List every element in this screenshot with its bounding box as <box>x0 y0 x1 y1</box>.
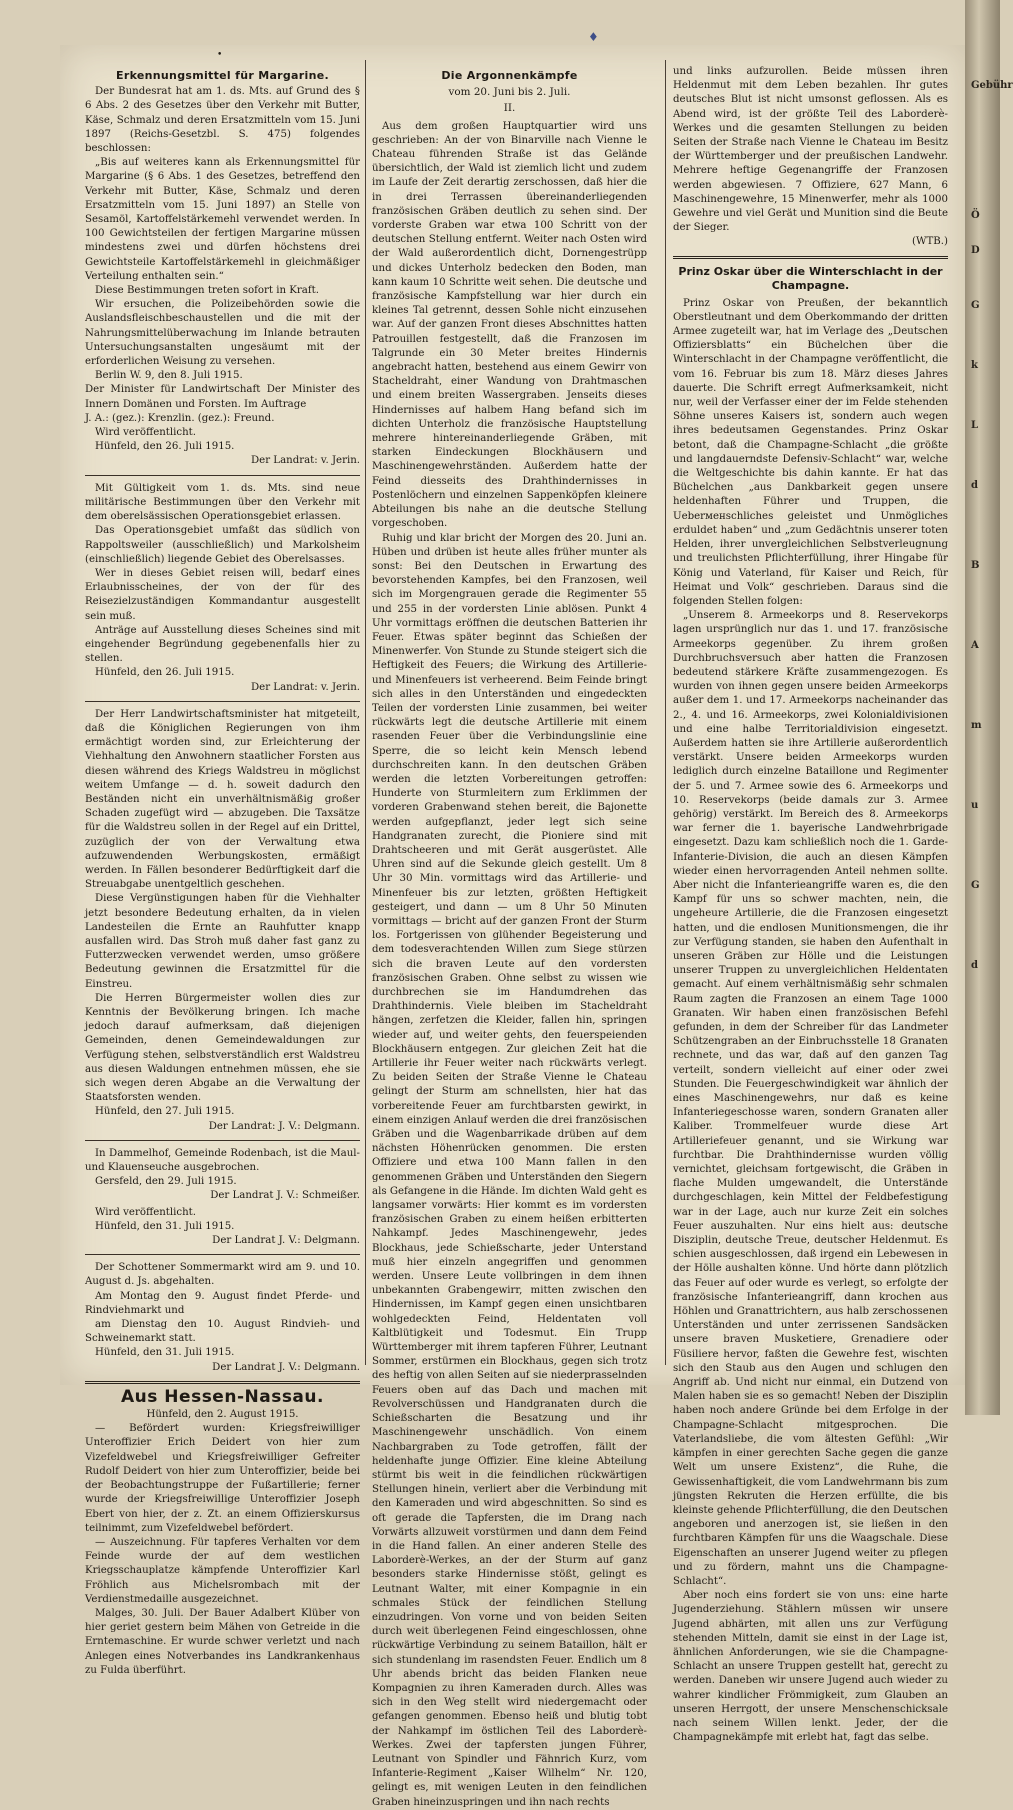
dateline: Hünfeld, den 31. Juli 1915. <box>95 1220 235 1232</box>
edge-text: k <box>971 360 978 371</box>
article-part: II. <box>503 102 516 115</box>
edge-text: u <box>971 800 979 811</box>
paragraph: Der Herr Landwirtschaftsminister hat mitgeteilt, daß die Königlichen Regierungen von ihm ermächtigt worden sind, zur Erleichterung der Viehhaltung den Anwohnern staatlicher Forsten aus diesen während des Kriegs Waldstreu in möglichst weitem Umfange — d. h. soweit dadurch den Beständen nicht ein unverhältnismäßig großer Schaden zugefügt wird — abzugeben. Die Taxsätze für die Waldstreu sollen in der Regel auf ein Drittel, zuzüglich der von der Verwaltung etwa aufzuwendenden Werbungskosten, ermäßigt werden. In Fällen besonderer Bedürftigkeit darf die Streuabgabe unentgeltlich geschehen. <box>85 708 360 891</box>
article-title: Die Argonnenkämpfe <box>441 69 578 82</box>
paragraph: In Dammelhof, Gemeinde Rodenbach, ist die Maul- und Klauenseuche ausgebrochen. <box>85 1147 360 1174</box>
paragraph: Am Montag den 9. August findet Pferde- und Rindviehmarkt und <box>85 1290 360 1316</box>
dateline: Hünfeld, den 26. Juli 1915. <box>95 667 235 679</box>
paragraph: Aber noch eins fordert sie von uns: eine harte Jugenderziehung. Stählern müssen wir unsere Jugend abhärten, mit allen uns zur Verfügung stehenden Mitteln, damit sie einst in der Lage ist, ähnlichen Anforderungen, wie sie die Champagne-Schlacht an unsere Truppen gestellt hat, gerecht zu werden. Daneben wir unsere Jugend auch wieder zu wahrer kindlicher Frömmigkeit, zum Glauben an unseren Herrgott, der unsere Menschenschicksale nach seinem Willen lenkt. Jeder, der die Champagnekämpfe mit erlebt hat, fagt das selbe. <box>673 1590 948 1744</box>
double-divider <box>673 256 948 259</box>
column-2 <box>372 65 647 1808</box>
next-page-edge <box>965 0 1013 1415</box>
signature: Der Landrat J. V.: Delgmann. <box>212 1361 360 1373</box>
paragraph: Anträge auf Ausstellung dieses Scheines sind mit eingehender Begründung gegebenenfalls hier zu stellen. <box>85 624 360 665</box>
divider <box>85 1140 360 1141</box>
paragraph: Aus dem großen Hauptquartier wird uns geschrieben: An der von Binarville nach Vienne le Chateau führenden Straße ist das Gelände übersichtlich, der Wald ist ziemlich licht und zudem im Laufe der Zeit derartig zerschossen, daß hier die in drei Terrassen übereinanderliegenden französischen Gräben deutlich zu sehen sind. Der vorderste Graben war etwa 100 Schritt von der deutschen Stellung entfernt. Weiter nach Osten wird der Wald außerordentlich dicht, Dornengestrüpp und dickes Unterholz bedecken den Boden, man kann kaum 10 Schritte weit sehen. Die deutsche und französische Kampfstellung war hier durch ein kleines Tal getrennt, dessen Sohle nicht einzusehen war. Auf der ganzen Front dieses Abschnittes hatten Patrouillen festgestellt, daß die Franzosen im Talgrunde ein 30 Meter breites Hindernis angebracht hatten, bestehend aus einem Gewirr von Stacheldraht, einer Wandung von Drahtmaschen und einem breiten Wassergraben. Jenseits dieses Hindernisses auf halbem Hang befand sich im dichten Unterholz die französische Hauptstellung mehrere hintereinanderliegende Gräben, mit starken Eindeckungen Blockhäusern und Maschinengewehrständen. Außerdem hatte der Feind diesseits des Drahthindernisses in Postenlöchern und einzelnen Sappenköpfen kleinere Abteilungen bis nahe an die deutsche Stellung vorgeschoben. <box>372 120 647 530</box>
paragraph: Wir ersuchen, die Polizeibehörden sowie die Auslandsfleischbeschaustellen und die mit der Nahrungsmittelüberwachung im Inlande betrauten Untersuchungsanstalten ungesäumt mit der erforderlichen Weisung zu versehen. <box>85 299 360 368</box>
edge-text: G <box>971 880 980 891</box>
edge-text: G <box>971 300 980 311</box>
paragraph: „Unserem 8. Armeekorps und 8. Reservekorps lagen ursprünglich nur das 1. und 17. französische Armeekorps gegenüber. Zu ihrem großen Durchbruchsversuch aber hatten die Franzosen bedeutend stärkere Kräfte zusammengezogen. Es wurden von ihnen gegen unsere beiden Armeekorps außer dem 1. und 17. Armeekorps nacheinander das 2., 4. und 16. Armeekorps, zwei Kolonialdivisionen und eine halbe Territorialdivision eingesetzt. Außerdem hatten sie ihre Artillerie außerordentlich verstärkt. Unsere beiden Armeekorps wurden lediglich durch einzelne Bataillone und Regimenter der 5. und 7. Armee sowie des 6. Armeekorps und 10. Reservekorps (beide damals zur 3. Armee gehörig) verstärkt. Im Bereich des 8. Armeekorps war ferner die 1. bayerische Landwehrbrigade eingesetzt. Dazu kam schließlich noch die 1. Garde-Infanterie-Division, die auch an diesen Kämpfen wieder einen hervorragenden Anteil nehmen sollte. Aber nicht die Infanterieangriffe waren es, die den Kampf für uns so schwer machten, nein, die ungeheure Artillerie, die die Franzosen eingesetzt hatten, und die endlosen Munitionsmengen, die ihr zur Verfügung standen, sie haben den Aufenthalt in unseren Gräben zur Hölle und die Leistungen unserer Truppen zu unvergleichlichen Heldentaten gemacht. Auf einem verhältnismäßig sehr schmalen Raum zagten die Franzosen an einem Tage 1000 Granaten. Wir haben einen französischen Befehl gefunden, in dem der Schreiber für das Landmeter Schützengraben an der Einbruchsstelle 18 Granaten rechnete, und das war, daß auf den ganzen Tag verteilt, sondern vielleicht auf einer oder zwei Stunden. Die Feuergeschwindigkeit war ähnlich der eines Maschinengewehrs, nur daß es keine Infanteriegeschosse waren, sondern Granaten aller Kaliber. Trommelfeuer wurde diese Art Artilleriefeuer genannt, und sie Wirkung war furchtbar. Die Drahthindernisse wurden völlig vernichtet, gleichsam fortgewischt, die Gräben in flache Mulden umgewandelt, die Unterstände durchgeschlagen, kein Mittel der Feldbefestigung war in der Lage, auch nur kurze Zeit ein solches Feuer auszuhalten. Nur eins hielt aus: deutsche Disziplin, deutsche Treue, deutscher Heldenmut. Es schien ausgeschlossen, daß irgend ein Lebewesen in der Hölle aushalten könne. Und hörte dann plötzlich das Feuer auf oder wurde es verlegt, so erfolgte der französische Infanterieangriff, dann krochen aus Höhlen und Granattrichtern, aus halb zerschossenen Unterständen und unter zerrissenen Sandsäcken unsere braven Musketiere, Grenadiere oder Füsiliere hervor, faßten die Gewehre fest, wischten sich den Staub aus den Augen und schlugen den Angriff ab. Und nicht nur einmal, ein Dutzend von Malen haben sie es so gemacht! Neben der Disziplin haben noch andere Gründe bei dem Erfolge in der Champagne-Schlacht mitgesprochen. Die Vaterlandsliebe, die vom ältesten Gefühl: „Wir kämpfen in einer gerechten Sache gegen die ganze Welt um unsere Existenz“, die Ruhe, die Gewissenhaftigkeit, die vom Landwehrmann bis zum jüngsten Rekruten die Herzen erfüllte, die bis kleinste gehende Pflichterfüllung, die den Deutschen angeboren und anerzogen ist, sie ließen in den furchtbaren Kämpfen für uns die Waagschale. Diese Eigenschaften an unserer Jugend weiter zu pflegen und zu fördern, mahnt uns die Champagne-Schlacht“. <box>673 610 948 1587</box>
section-heading: Aus Hessen-Nassau. <box>121 1386 324 1407</box>
paragraph: Der Bundesrat hat am 1. ds. Mts. auf Grund des § 6 Abs. 2 des Gesetzes über den Verkehr mit Butter, Käse, Schmalz und deren Ersatzmitteln vom 15. Juni 1897 (Reichs-Gesetzbl. S. 475) folgendes beschlossen: <box>85 86 360 155</box>
paragraph: — Befördert wurden: Kriegsfreiwilliger Unteroffizier Erich Deidert von hier zum Vizefeldwebel und Kriegsfreiwilliger Gefreiter Rudolf Deidert von hier zum Unteroffizier, beide bei der Beobachtungstruppe der Fußartillerie; ferner wurde der Kriegsfreiwillige Unteroffizier Joseph Ebert von hier, der z. Zt. an einem Offizierskursus teilnimmt, zum Vizefeldwebel befördert. <box>85 1423 360 1534</box>
dateline: Gersfeld, den 29. Juli 1915. <box>95 1176 237 1188</box>
paragraph: Wird veröffentlicht. <box>95 427 197 439</box>
edge-text: m <box>971 720 982 731</box>
dateline: Hünfeld, den 31. Juli 1915. <box>95 1347 235 1359</box>
article-title: Erkennungsmittel für Margarine. <box>116 69 329 82</box>
paragraph: Die Herren Bürgermeister wollen dies zur Kenntnis der Bevölkerung bringen. Ich mache jedoch darauf aufmerksam, daß diejenigen Gemeinden, denen Gemeindewaldungen zur Verfügung stehen, selbstverständlich erst Waldstreu aus diesen Waldungen entnehmen müssen, ehe sie sich wegen deren Abgabe an die Verwaltung der Staatsforsten wenden. <box>85 992 360 1104</box>
edge-text: Ö <box>971 210 980 221</box>
edge-text: L <box>971 420 979 431</box>
column-rule <box>365 60 366 1365</box>
paragraph: — Auszeichnung. Für tapferes Verhalten vor dem Feinde wurde der auf dem westlichen Kriegsschauplatze kämpfende Unteroffizier Karl Fröhlich aus Michelsrombach mit der Verdienstmedaille ausgezeichnet. <box>85 1536 360 1605</box>
column-1 <box>85 65 360 1676</box>
edge-text: d <box>971 480 978 491</box>
signature: Der Landrat: v. Jerin. <box>251 455 360 467</box>
dot-icon: • <box>217 50 223 60</box>
signature: Der Landrat J. V.: Delgmann. <box>212 1235 360 1247</box>
paragraph: Wer in dieses Gebiet reisen will, bedarf eines Erlaubnisscheines, der von der für des Reisezielzuständigen Kommandantur ausgestellt sein muß. <box>85 567 360 622</box>
double-divider <box>85 1381 360 1384</box>
divider <box>85 701 360 702</box>
signature: Der Landrat J. V.: Schmeißer. <box>210 1190 360 1202</box>
paragraph: Diese Bestimmungen treten sofort in Kraft. <box>95 285 319 297</box>
dateline: Berlin W. 9, den 8. Juli 1915. <box>95 370 243 382</box>
edge-text: Gebühr <box>971 80 1013 91</box>
paragraph: „Bis auf weiteres kann als Erkennungsmittel für Margarine (§ 6 Abs. 1 des Gesetzes, betreffend den Verkehr mit Butter, Käse, Schmalz und deren Ersatzmitteln vom 15. Juni 1897) an Stelle von Sesamöl, Kartoffelstärkemehl verwendet werden. In 100 Gewichtsteilen der fertigen Margarine müssen mindestens zwei und dürfen höchstens drei Gewichtsteile Kartoffelstärkemehl in gleichmäßiger Verteilung enthalten sein.“ <box>85 157 360 282</box>
agency-tag: (WTB.) <box>912 236 948 248</box>
paragraph: und links aufzurollen. Beide müssen ihren Heldenmut mit dem Leben bezahlen. Ihr gutes deutsches Blut ist nicht umsonst geflossen. Als es Abend wird, ist der größte Teil des Laborderè-Werkes und die gesamten Stellungen zu beiden Seiten der Straße nach Vienne le Chateau im Besitz der Württemberger und der preußischen Landwehr. Mehrere heftige Gegenangriffe der Franzosen werden abgewiesen. 7 Offiziere, 627 Mann, 6 Maschinengewehre, 15 Minenwerfer, mehr als 1000 Gewehre und viel Gerät und Munition sind die Beute der Sieger. <box>673 66 948 234</box>
paragraph: Malges, 30. Juli. Der Bauer Adalbert Klüber von hier geriet gestern beim Mähen von Getreide in die Erntemaschine. Er wurde schwer verletzt und nach Anlegen eines Notverbandes ins Landkrankenhaus zu Fulda überführt. <box>85 1607 360 1676</box>
column-3 <box>673 65 948 1744</box>
edge-text: D <box>971 245 980 256</box>
signature-block: Der Minister für Landwirtschaft Der Minister des Innern Domänen und Forsten. Im Auftrage <box>85 384 360 410</box>
paragraph: Der Schottener Sommermarkt wird am 9. und 10. August d. Js. abgehalten. <box>85 1262 360 1288</box>
dateline: Hünfeld, den 26. Juli 1915. <box>95 441 235 453</box>
edge-text: B <box>971 560 980 571</box>
signature-names: J. A.: (gez.): Krenzlin. (gez.): Freund. <box>85 412 275 424</box>
article-title: Prinz Oskar über die Winterschlacht in der Champagne. <box>678 264 943 292</box>
dateline: Hünfeld, den 2. August 1915. <box>146 1409 299 1421</box>
edge-text: d <box>971 960 978 971</box>
dateline: Hünfeld, den 27. Juli 1915. <box>95 1106 235 1118</box>
signature: Der Landrat: J. V.: Delgmann. <box>208 1120 360 1132</box>
paragraph: am Dienstag den 10. August Rindvieh- und Schweinemarkt statt. <box>85 1319 360 1345</box>
paragraph: Mit Gültigkeit vom 1. ds. Mts. sind neue militärische Bestimmungen über den Verkehr mit dem oberelsässischen Operationsgebiet erlassen. <box>85 482 360 523</box>
paragraph: Diese Vergünstigungen haben für die Viehhalter jetzt besondere Bedeutung erhalten, da in vielen Landesteilen die Ernte an Rauhfutter knapp ausfallen wird. Das Stroh muß daher fast ganz zu Futterzwecken verwendet werden, umso größere Bedeutung gewinnen die Ersatzmittel für die Einstreu. <box>85 893 360 990</box>
paragraph: Das Operationsgebiet umfaßt das südlich von Rappoltsweiler (ausschließlich) und Markolsheim (einschließlich) liegende Gebiet des Oberelsasses. <box>85 525 360 565</box>
edge-text: A <box>971 640 979 651</box>
article-subtitle: vom 20. Juni bis 2. Juli. <box>448 86 571 99</box>
divider <box>85 475 360 476</box>
paragraph: Ruhig und klar bricht der Morgen des 20. Juni an. Hüben und drüben ist heute alles früher munter als sonst: Bei den Deutschen in Erwartung des bevorstehenden Kampfes, bei den Franzosen, weil sich im Morgengrauen gerade die Regimenter 55 und 255 in der vordersten Linie ablösen. Punkt 4 Uhr vormittags eröffnen die deutschen Batterien ihr Feuer. Etwas später beginnt das Schießen der Minenwerfer. Von Stunde zu Stunde steigert sich die Heftigkeit des Feuers; die Wirkung des Artillerie- und Minenfeuers ist verheerend. Beim Feinde bringt sich alles in den Unterständen und eingedeckten Teilen der vordersten Linie zusammen, bei weiter rückwärts legt die deutsche Artillerie mit einem rasenden Feuer über die Verbindungslinie eine Sperre, die so leicht kein Mensch lebend durchschreiten kann. In den deutschen Gräben werden die letzten Vorbereitungen getroffen: Hunderte von Sturmleitern zum Erklimmen der vorderen Grabenwand stehen bereit, die Bajonette werden aufgepflanzt, jeder legt sich seine Handgranaten zurecht, die Pioniere sind mit Drahtscheeren und mit Gerät ausgerüstet. Alle Uhren sind auf die Sekunde gleich gestellt. Um 8 Uhr 30 Min. vormittags wird das Artillerie- und Minenfeuer bis zur letzten, größten Heftigkeit gesteigert, und dann — um 8 Uhr 50 Minuten vormittags — bricht auf der ganzen Front der Sturm los. Fortgerissen von glühender Begeisterung und dem todesverachtenden Willen zum Siege stürzen sich die braven Leute auf den vordersten französischen Graben. Ohne selbst zu wissen wie durchbrechen sie im Handumdrehen das Drahthindernis. Viele bleiben im Stacheldraht hängen, zerfetzen die Kleider, fallen hin, springen wieder auf, und weiter gehts, den feuerspeienden Blockhäusern entgegen. Zur gleichen Zeit hat die Artillerie ihr Feuer weiter nach rückwärts verlegt. Zu beiden Seiten der Straße Vienne le Chateau gelingt der Sturm am schnellsten, hier hat das vorbereitende Feuer am furchtbarsten gewirkt, in einem einzigen Anlauf werden die drei französischen Gräben und die Wagenbarrikade drüben auf dem nächsten Höhenrücken genommen. Die ersten Offiziere und etwa 100 Mann fallen in den genommenen Gräben und Unterständen den Siegern als Gefangene in die Hände. Im dichten Wald geht es langsamer vorwärts: Hier kommt es im vordersten französischen Graben zu einem heißen erbitterten Nahkampf. Jedes Maschinengewehr, jedes Blockhaus, jede Schießscharte, jeder Unterstand muß hier einzeln angegriffen und genommen werden. Unsere Leute vollbringen in dem ihnen unbekannten Grabengewirr, mitten zwischen den Hindernissen, im Kampf gegen einen unsichtbaren wohlgedeckten Feind, Heldentaten voll Kaltblütigkeit und Todesmut. Ein Trupp Württemberger mit ihrem tapferen Führer, Leutnant Sommer, erstürmen ein Blockhaus, gegen sich trotz des heftig von allen Seiten auf sie niederprasselnden Feuers oben auf das Dach und machen mit Revolverschüssen und Handgranaten durch die Schießscharten die Besatzung und ihr Maschinengewehr unschädlich. Von einem Nachbargraben zu Tode getroffen, fällt der heldenhafte junge Offizier. Eine kleine Abteilung stürmt bis weit in die feindlichen rückwärtigen Stellungen hinein, verliert aber die Verbindung mit den Kameraden und wird abgeschnitten. So sind es oft gerade die Tapfersten, die im Drang nach Vorwärts allzuweit vorstürmen und dann dem Feind in die Hand fallen. An einer anderen Stelle des Laborderè-Werkes, an der der Sturm auf ganz besonders starke Hindernisse stößt, gelingt es Leutnant Walter, mit einer Kompagnie in ein schmales Stück der feindlichen Stellung einzudringen. Von vorne und von beiden Seiten durch weit überlegenen Feind eingeschlossen, ohne rückwärtige Verbindung zu seinem Bataillon, hält er sich stundenlang im rasendsten Feuer. Endlich um 8 Uhr abends bricht das beiden Flanken neue Kompagnien zu ihren Kameraden durch. Alles was sich in den Weg stellt wird niedergemacht oder gefangen genommen. Ebenso heiß und blutig tobt der Nahkampf im östlichen Teil des Laborderè-Werkes. Zwei der tapfersten jungen Führer, Leutnant von Spindler und Fähnrich Kurz, vom Infanterie-Regiment „Kaiser Wilhelm“ Nr. 120, gelingt es, mit wenigen Leuten in den feindlichen Graben hineinzuspringen und ihn nach rechts <box>372 532 647 1808</box>
column-rule <box>665 60 666 1365</box>
signature: Der Landrat: v. Jerin. <box>251 681 360 693</box>
ornament-icon: ♦ <box>588 30 599 44</box>
divider <box>85 1254 360 1255</box>
paragraph: Wird veröffentlicht. <box>95 1206 197 1218</box>
paragraph: Prinz Oskar von Preußen, der bekanntlich Oberstleutnant und dem Oberkommando der dritten Armee zugeteilt war, hat im Verlage des „Deutschen Offiziersblatts“ ein Büchelchen über die Winterschlacht in der Champagne veröffentlicht, die vom 16. Februar bis zum 18. März dieses Jahres dauerte. Die Schrift erregt Aufmerksamkeit, nicht nur, weil der Verfasser einer der im Felde stehenden Söhne unseres Kaisers ist, sondern auch wegen ihres bedeutsamen Gegenstandes. Prinz Oskar betont, daß die Champagne-Schlacht „die größte und langdauerndste Defensiv-Schlacht“ war, welche die Weltgeschichte bis dahin kannte. Er hat das Büchelchen „aus Dankbarkeit gegen unsere heldenhaften Führer und Truppen, die Ueberменschliches geleistet und Unmögliches erduldet haben“ und „zum Gedächtnis unserer toten Helden, ihrer unvergleichlichen Selbstverleugnung und treulichsten Pflichterfüllung, ihrer Hingabe für König und Vaterland, für Kaiser und Reich, für Heimat und Volk“ geschrieben. Daraus sind die folgenden Stellen folgen: <box>673 297 948 607</box>
